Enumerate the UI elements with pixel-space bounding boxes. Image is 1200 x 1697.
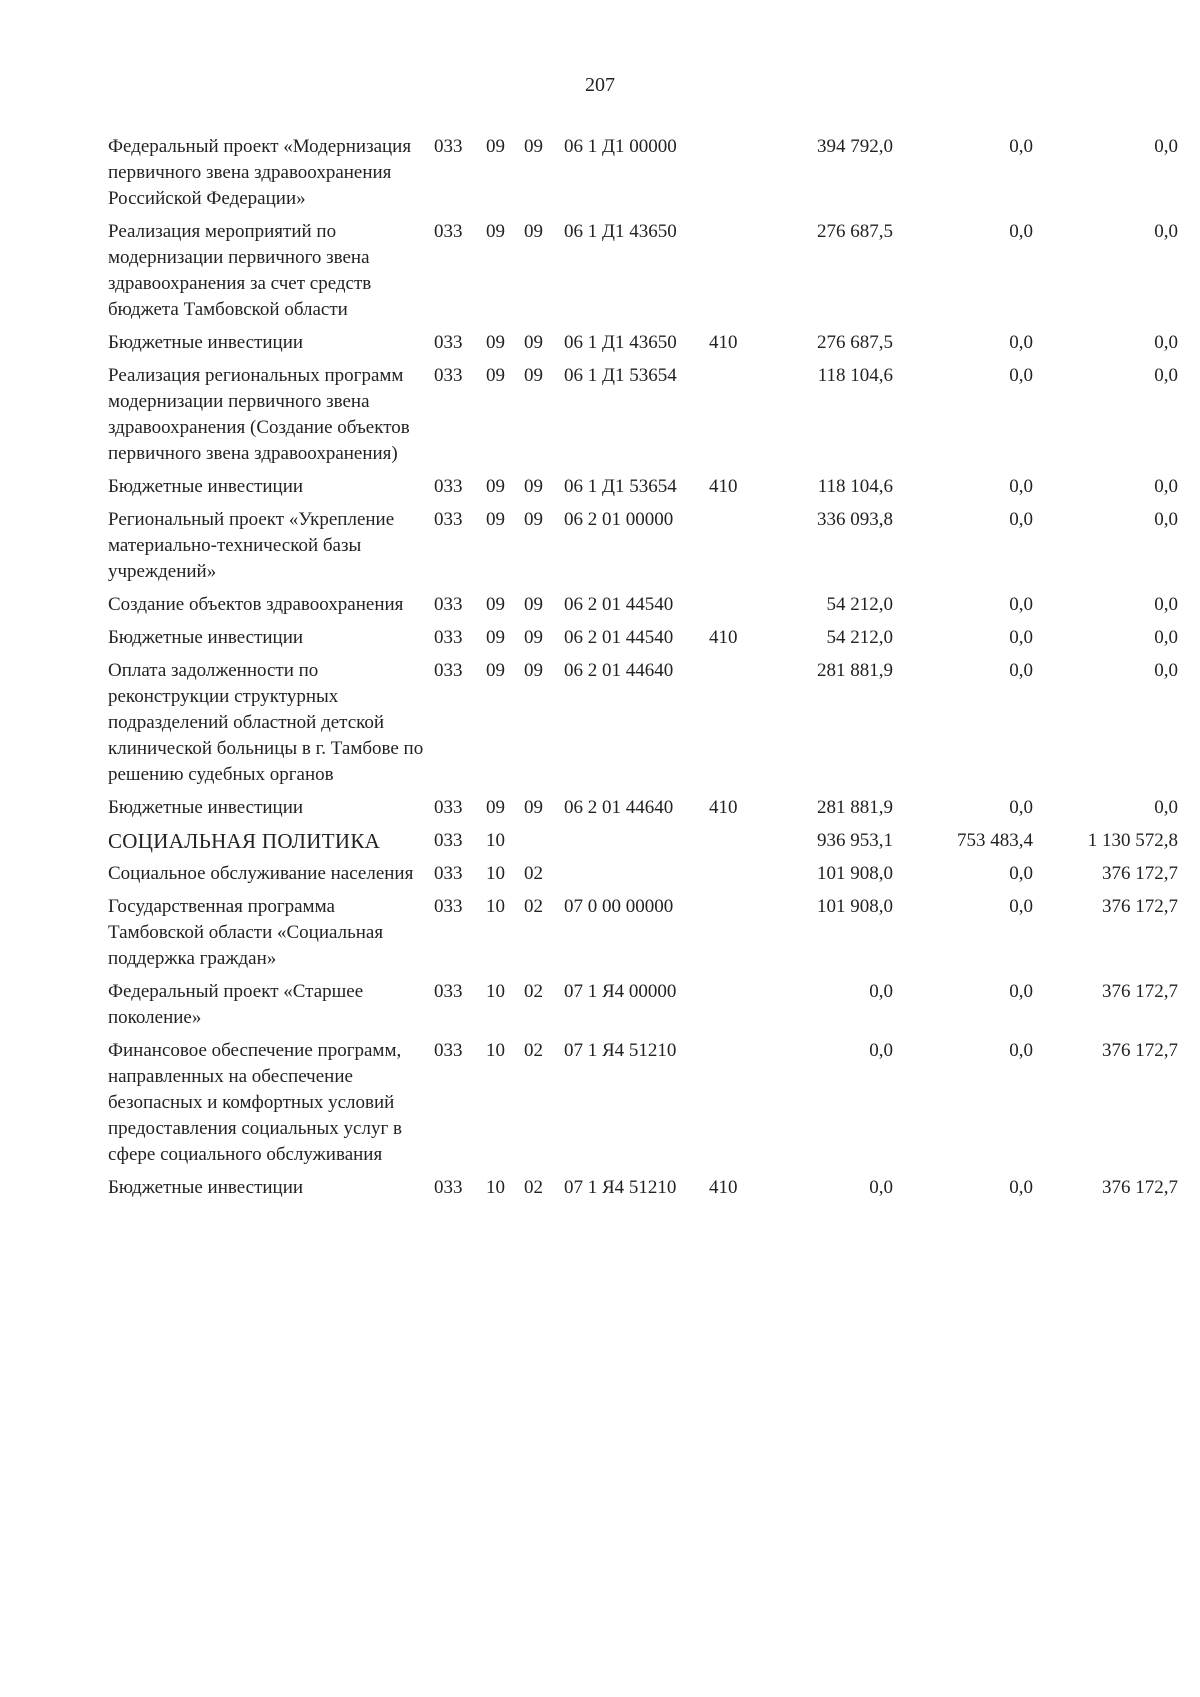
- row-amount-1: 394 792,0: [817, 136, 893, 157]
- row-gr: 033: [434, 332, 463, 353]
- row-csr: 06 1 Д1 43650: [564, 221, 677, 242]
- row-amount-1: 276 687,5: [817, 332, 893, 353]
- row-name: Бюджетные инвестиции: [108, 332, 304, 353]
- row-rz: 09: [486, 221, 505, 242]
- row-gr: 033: [434, 981, 463, 1002]
- row-pr: 09: [524, 594, 543, 615]
- table-row: [108, 894, 1178, 979]
- row-pr: 09: [524, 627, 543, 648]
- row-csr: [564, 828, 709, 861]
- row-name: Региональный проект «Укрепление материально-технической базы учреждений»: [108, 509, 395, 582]
- row-vr: [709, 219, 765, 330]
- row-name: Бюджетные инвестиции: [108, 1177, 304, 1198]
- row-gr: 033: [434, 476, 463, 497]
- row-gr: 033: [434, 136, 463, 157]
- row-amount-3: 376 172,7: [1102, 1040, 1178, 1061]
- row-gr: 033: [434, 627, 463, 648]
- table-row: [108, 592, 1178, 625]
- row-amount-1: 54 212,0: [826, 627, 893, 648]
- row-vr: [709, 363, 765, 474]
- table-row: [108, 507, 1178, 592]
- row-name: Бюджетные инвестиции: [108, 476, 304, 497]
- row-amount-3: 0,0: [1154, 365, 1178, 386]
- row-csr: 06 2 01 44540: [564, 594, 674, 615]
- row-pr: 09: [524, 136, 543, 157]
- row-amount-3: 0,0: [1154, 594, 1178, 615]
- row-csr: 06 2 01 00000: [564, 509, 674, 530]
- table-row: [108, 658, 1178, 795]
- row-gr: 033: [434, 594, 463, 615]
- row-amount-3: 0,0: [1154, 476, 1178, 497]
- row-csr: 07 0 00 00000: [564, 896, 674, 917]
- row-vr: [709, 894, 765, 979]
- row-vr: 410: [709, 332, 738, 353]
- row-rz: 10: [486, 981, 505, 1002]
- table-row: [108, 795, 1178, 828]
- row-name: Бюджетные инвестиции: [108, 797, 304, 818]
- row-amount-2: 0,0: [1009, 221, 1033, 242]
- row-amount-3: 376 172,7: [1102, 863, 1178, 884]
- row-amount-3: 0,0: [1154, 136, 1178, 157]
- row-gr: 033: [434, 1040, 463, 1061]
- table-row: [108, 625, 1178, 658]
- table-row: [108, 219, 1178, 330]
- row-name: Государственная программа Тамбовской области «Социальная поддержка граждан»: [108, 896, 384, 969]
- row-csr: 06 1 Д1 53654: [564, 365, 677, 386]
- row-vr: 410: [709, 797, 738, 818]
- row-csr: [564, 861, 709, 894]
- row-name: Финансовое обеспечение программ, направленных на обеспечение безопасных и комфортных условий предоставления социальных услуг в сфере социального обслуживания: [108, 1040, 402, 1165]
- row-rz: 09: [486, 365, 505, 386]
- row-amount-2: 0,0: [1009, 896, 1033, 917]
- row-amount-3: 376 172,7: [1102, 981, 1178, 1002]
- row-gr: 033: [434, 863, 463, 884]
- row-amount-2: 0,0: [1009, 509, 1033, 530]
- row-name: Федеральный проект «Модернизация первичного звена здравоохранения Российской Федерации»: [108, 136, 412, 209]
- row-vr: [709, 861, 765, 894]
- row-amount-2: 0,0: [1009, 863, 1033, 884]
- row-vr: 410: [709, 627, 738, 648]
- row-name: Реализация мероприятий по модернизации первичного звена здравоохранения за счет средств бюджета Тамбовской области: [108, 221, 372, 320]
- row-amount-3: 0,0: [1154, 627, 1178, 648]
- row-rz: 10: [486, 1177, 505, 1198]
- row-vr: [709, 658, 765, 795]
- section-title: СОЦИАЛЬНАЯ ПОЛИТИКА: [108, 829, 381, 853]
- row-rz: 09: [486, 332, 505, 353]
- page-number: 207: [585, 74, 615, 96]
- row-name: Бюджетные инвестиции: [108, 627, 304, 648]
- row-pr: 09: [524, 332, 543, 353]
- row-amount-2: 0,0: [1009, 594, 1033, 615]
- row-amount-3: 0,0: [1154, 660, 1178, 681]
- section-heading-row: [108, 828, 1178, 861]
- row-pr: 09: [524, 365, 543, 386]
- row-rz: 09: [486, 660, 505, 681]
- row-rz: 09: [486, 627, 505, 648]
- row-vr: [709, 134, 765, 219]
- row-pr: 09: [524, 797, 543, 818]
- budget-table-body: [108, 134, 1178, 1208]
- row-csr: 07 1 Я4 00000: [564, 981, 677, 1002]
- row-pr: 09: [524, 660, 543, 681]
- row-pr: 09: [524, 476, 543, 497]
- row-name: Создание объектов здравоохранения: [108, 594, 404, 615]
- row-amount-1: 101 908,0: [817, 896, 893, 917]
- row-csr: 07 1 Я4 51210: [564, 1040, 677, 1061]
- row-rz: 09: [486, 136, 505, 157]
- row-gr: 033: [434, 797, 463, 818]
- row-vr: [709, 828, 765, 861]
- row-vr: 410: [709, 476, 738, 497]
- row-amount-2: 0,0: [1009, 136, 1033, 157]
- row-gr: 033: [434, 509, 463, 530]
- table-row: [108, 330, 1178, 363]
- row-rz: 10: [486, 1040, 505, 1061]
- row-gr: 033: [434, 660, 463, 681]
- row-amount-1: 0,0: [869, 1177, 893, 1198]
- row-pr: [524, 828, 564, 861]
- row-name: Федеральный проект «Старшее поколение»: [108, 981, 364, 1028]
- row-name: Реализация региональных программ модернизации первичного звена здравоохранения (Создание объектов первичного звена здравоохранения): [108, 365, 410, 464]
- row-csr: 07 1 Я4 51210: [564, 1177, 677, 1198]
- row-rz: 10: [486, 830, 505, 851]
- row-pr: 02: [524, 863, 543, 884]
- row-rz: 09: [486, 594, 505, 615]
- row-csr: 06 1 Д1 43650: [564, 332, 677, 353]
- row-amount-1: 336 093,8: [817, 509, 893, 530]
- row-pr: 02: [524, 896, 543, 917]
- row-amount-3: 376 172,7: [1102, 1177, 1178, 1198]
- row-amount-2: 0,0: [1009, 660, 1033, 681]
- row-amount-2: 0,0: [1009, 332, 1033, 353]
- row-rz: 10: [486, 863, 505, 884]
- row-rz: 09: [486, 476, 505, 497]
- row-amount-1: 118 104,6: [817, 476, 893, 497]
- row-amount-2: 0,0: [1009, 1177, 1033, 1198]
- table-row: [108, 474, 1178, 507]
- row-amount-3: 0,0: [1154, 797, 1178, 818]
- row-name: Оплата задолженности по реконструкции структурных подразделений областной детской клинической больницы в г. Тамбове по решению судебных органов: [108, 660, 424, 785]
- row-vr: [709, 979, 765, 1038]
- table-row: [108, 979, 1178, 1038]
- row-gr: 033: [434, 896, 463, 917]
- row-vr: [709, 592, 765, 625]
- row-name: Социальное обслуживание населения: [108, 863, 414, 884]
- table-row: [108, 1038, 1178, 1175]
- row-amount-1: 936 953,1: [817, 830, 893, 851]
- row-gr: 033: [434, 1177, 463, 1198]
- row-csr: 06 2 01 44640: [564, 660, 674, 681]
- row-gr: 033: [434, 221, 463, 242]
- row-amount-2: 0,0: [1009, 1040, 1033, 1061]
- row-amount-3: 376 172,7: [1102, 896, 1178, 917]
- row-csr: 06 2 01 44540: [564, 627, 674, 648]
- row-rz: 09: [486, 509, 505, 530]
- row-amount-2: 0,0: [1009, 797, 1033, 818]
- row-amount-2: 0,0: [1009, 627, 1033, 648]
- row-vr: 410: [709, 1177, 738, 1198]
- row-csr: 06 1 Д1 00000: [564, 136, 677, 157]
- row-pr: 02: [524, 1177, 543, 1198]
- budget-table: [108, 134, 1178, 1208]
- row-amount-1: 281 881,9: [817, 660, 893, 681]
- table-row: [108, 134, 1178, 219]
- row-amount-2: 0,0: [1009, 365, 1033, 386]
- row-gr: 033: [434, 830, 463, 851]
- row-pr: 02: [524, 981, 543, 1002]
- row-rz: 10: [486, 896, 505, 917]
- row-amount-3: 0,0: [1154, 509, 1178, 530]
- row-vr: [709, 507, 765, 592]
- row-amount-1: 101 908,0: [817, 863, 893, 884]
- row-csr: 06 1 Д1 53654: [564, 476, 677, 497]
- row-vr: [709, 1038, 765, 1175]
- row-pr: 09: [524, 221, 543, 242]
- row-csr: 06 2 01 44640: [564, 797, 674, 818]
- table-row: [108, 363, 1178, 474]
- row-amount-1: 281 881,9: [817, 797, 893, 818]
- row-amount-1: 0,0: [869, 1040, 893, 1061]
- row-pr: 02: [524, 1040, 543, 1061]
- row-amount-2: 753 483,4: [957, 830, 1033, 851]
- row-amount-3: 0,0: [1154, 221, 1178, 242]
- row-amount-1: 0,0: [869, 981, 893, 1002]
- row-amount-1: 276 687,5: [817, 221, 893, 242]
- row-amount-1: 54 212,0: [826, 594, 893, 615]
- table-row: [108, 861, 1178, 894]
- row-amount-3: 0,0: [1154, 332, 1178, 353]
- row-amount-3: 1 130 572,8: [1087, 830, 1178, 851]
- row-amount-2: 0,0: [1009, 476, 1033, 497]
- row-gr: 033: [434, 365, 463, 386]
- row-amount-2: 0,0: [1009, 981, 1033, 1002]
- row-pr: 09: [524, 509, 543, 530]
- row-amount-1: 118 104,6: [817, 365, 893, 386]
- row-rz: 09: [486, 797, 505, 818]
- table-row: [108, 1175, 1178, 1208]
